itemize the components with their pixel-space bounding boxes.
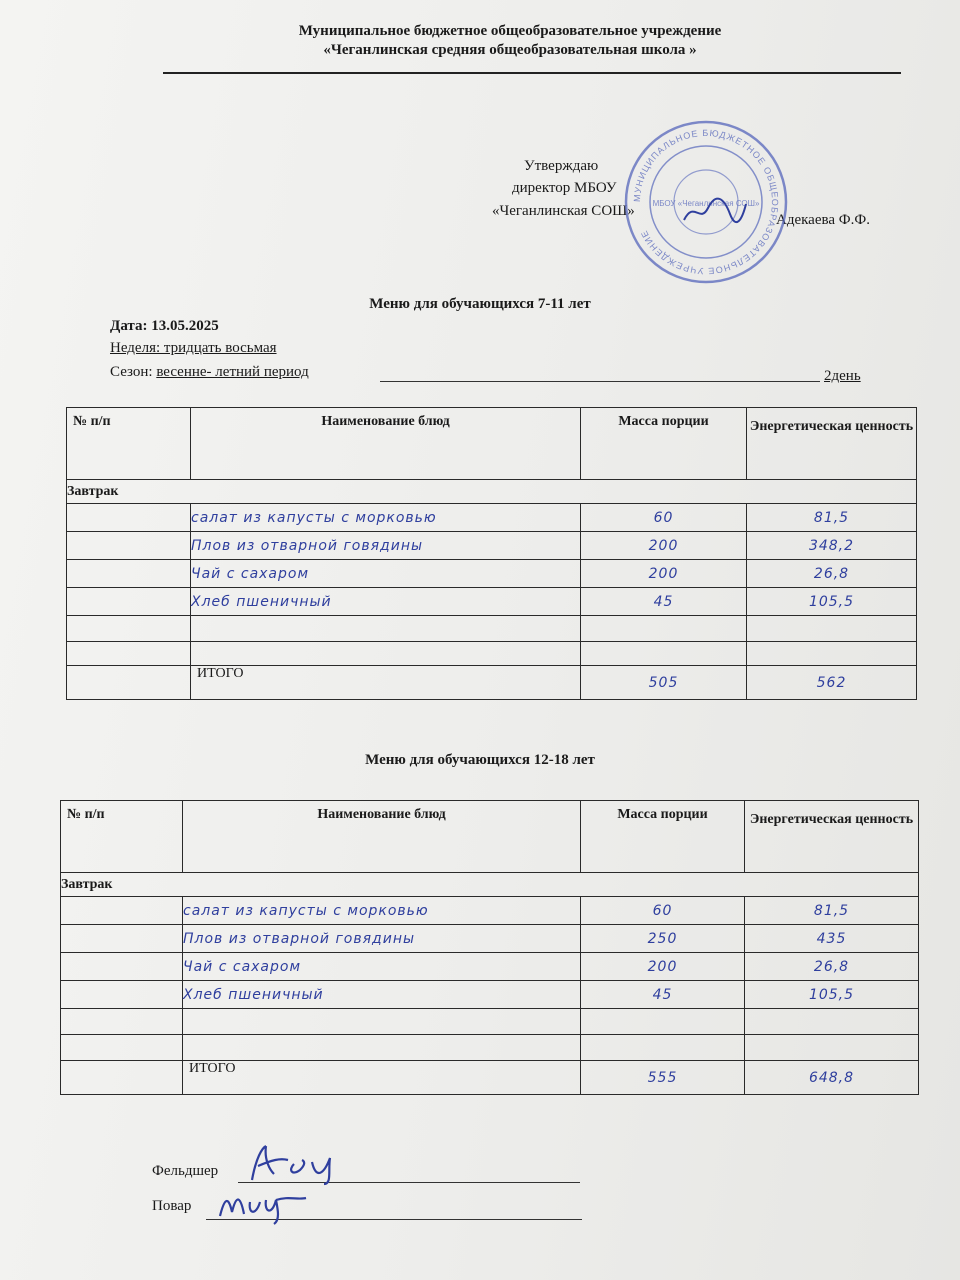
header-line-1: Муниципальное бюджетное общеобразовательное учреждение <box>298 23 722 39</box>
table-row <box>67 560 917 588</box>
menu1-date: Дата: 13.05.2025 <box>110 318 219 334</box>
menu2-section-label: Завтрак <box>61 873 919 897</box>
menu1-section-label: Завтрак <box>67 480 917 504</box>
menu1-col-energy: Энергетическая ценность <box>747 408 917 480</box>
table-row <box>61 1035 919 1061</box>
school-header <box>160 22 860 60</box>
menu1-col-num: № п/п <box>67 408 191 480</box>
dish-energy <box>747 642 917 666</box>
menu1-season-value: весенне- летний период <box>156 364 309 380</box>
menu2-col-name: Наименование блюд <box>183 801 581 873</box>
menu1-table <box>66 407 917 700</box>
dish-name <box>183 1009 581 1035</box>
dish-energy <box>745 1035 919 1061</box>
dish-name: Хлеб пшеничный <box>191 588 581 616</box>
dish-energy: 105,5 <box>747 588 917 616</box>
menu1-total-mass: 505 <box>581 666 747 700</box>
menu2-col-mass: Масса порции <box>581 801 745 873</box>
dish-energy: 26,8 <box>747 560 917 588</box>
table-row <box>61 925 919 953</box>
dish-energy: 26,8 <box>745 953 919 981</box>
dish-energy <box>747 616 917 642</box>
dish-mass: 45 <box>581 588 747 616</box>
stamp-ring-text: МУНИЦИПАЛЬНОЕ БЮДЖЕТНОЕ ОБЩЕОБРАЗОВАТЕЛЬНОЕ УЧРЕЖДЕНИЕ <box>631 127 781 277</box>
dish-name: салат из капусты с морковью <box>191 504 581 532</box>
table-row <box>61 981 919 1009</box>
director-signature <box>680 190 750 230</box>
menu1-week: Неделя: тридцать восьмая <box>110 340 277 356</box>
menu2-total-mass: 555 <box>581 1061 745 1095</box>
menu1-section-row <box>67 480 917 504</box>
dish-energy: 348,2 <box>747 532 917 560</box>
dish-name: Чай с сахаром <box>191 560 581 588</box>
dish-mass <box>581 1009 745 1035</box>
approval-line-2: директор МБОУ <box>512 180 617 196</box>
dish-name <box>191 616 581 642</box>
table-row <box>67 504 917 532</box>
menu1-col-name: Наименование блюд <box>191 408 581 480</box>
paramedic-label: Фельдшер <box>152 1163 219 1179</box>
menu2-table <box>60 800 919 1095</box>
menu1-col-mass: Масса порции <box>581 408 747 480</box>
dish-mass: 200 <box>581 953 745 981</box>
cook-label: Повар <box>152 1198 192 1214</box>
menu2-col-energy: Энергетическая ценность <box>745 801 919 873</box>
stamp-center-text: МБОУ «Чеганлинская СОШ» <box>652 199 760 208</box>
dish-mass: 200 <box>581 532 747 560</box>
menu2-col-num: № п/п <box>61 801 183 873</box>
dish-energy: 105,5 <box>745 981 919 1009</box>
dish-mass: 60 <box>581 897 745 925</box>
dish-energy: 81,5 <box>747 504 917 532</box>
dish-mass <box>581 642 747 666</box>
approval-line-1: Утверждаю <box>524 158 599 174</box>
dish-mass: 250 <box>581 925 745 953</box>
menu1-day: 2день <box>824 368 861 384</box>
table-row <box>61 953 919 981</box>
table-row <box>61 1009 919 1035</box>
table-row <box>67 642 917 666</box>
dish-mass: 45 <box>581 981 745 1009</box>
dish-mass: 60 <box>581 504 747 532</box>
menu1-header-row <box>67 408 917 480</box>
menu2-total-label: ИТОГО <box>183 1061 581 1095</box>
dish-mass: 200 <box>581 560 747 588</box>
dish-name: Плов из отварной говядины <box>183 925 581 953</box>
table-row <box>67 588 917 616</box>
menu2-total-row <box>61 1061 919 1095</box>
dish-name: Плов из отварной говядины <box>191 532 581 560</box>
menu1-season <box>110 364 309 381</box>
menu2-title: Меню для обучающихся 12-18 лет <box>365 752 595 768</box>
menu2-header-row <box>61 801 919 873</box>
menu2-total-energy: 648,8 <box>745 1061 919 1095</box>
menu1-total-energy: 562 <box>747 666 917 700</box>
dish-energy <box>745 1009 919 1035</box>
table-row <box>61 897 919 925</box>
cook-signature <box>214 1186 314 1226</box>
dish-name: салат из капусты с морковью <box>183 897 581 925</box>
dish-mass <box>581 616 747 642</box>
approval-line-3: «Чеганлинская СОШ» <box>492 203 635 219</box>
menu2-section-row <box>61 873 919 897</box>
header-divider <box>163 72 901 74</box>
menu1-total-row <box>67 666 917 700</box>
dish-mass <box>581 1035 745 1061</box>
dish-name: Чай с сахаром <box>183 953 581 981</box>
dish-name <box>191 642 581 666</box>
menu1-season-label: Сезон: <box>110 364 153 380</box>
dish-name <box>183 1035 581 1061</box>
approval-director-name: Адекаева Ф.Ф. <box>776 212 870 228</box>
menu1-season-rule <box>380 381 820 382</box>
dish-energy: 81,5 <box>745 897 919 925</box>
header-line-2: «Чеганлинская средняя общеобразовательная школа » <box>323 42 697 58</box>
paramedic-signature <box>244 1140 354 1186</box>
dish-energy: 435 <box>745 925 919 953</box>
menu1-title: Меню для обучающихся 7-11 лет <box>369 296 591 312</box>
table-row <box>67 532 917 560</box>
menu1-total-label: ИТОГО <box>191 666 581 700</box>
table-row <box>67 616 917 642</box>
dish-name: Хлеб пшеничный <box>183 981 581 1009</box>
